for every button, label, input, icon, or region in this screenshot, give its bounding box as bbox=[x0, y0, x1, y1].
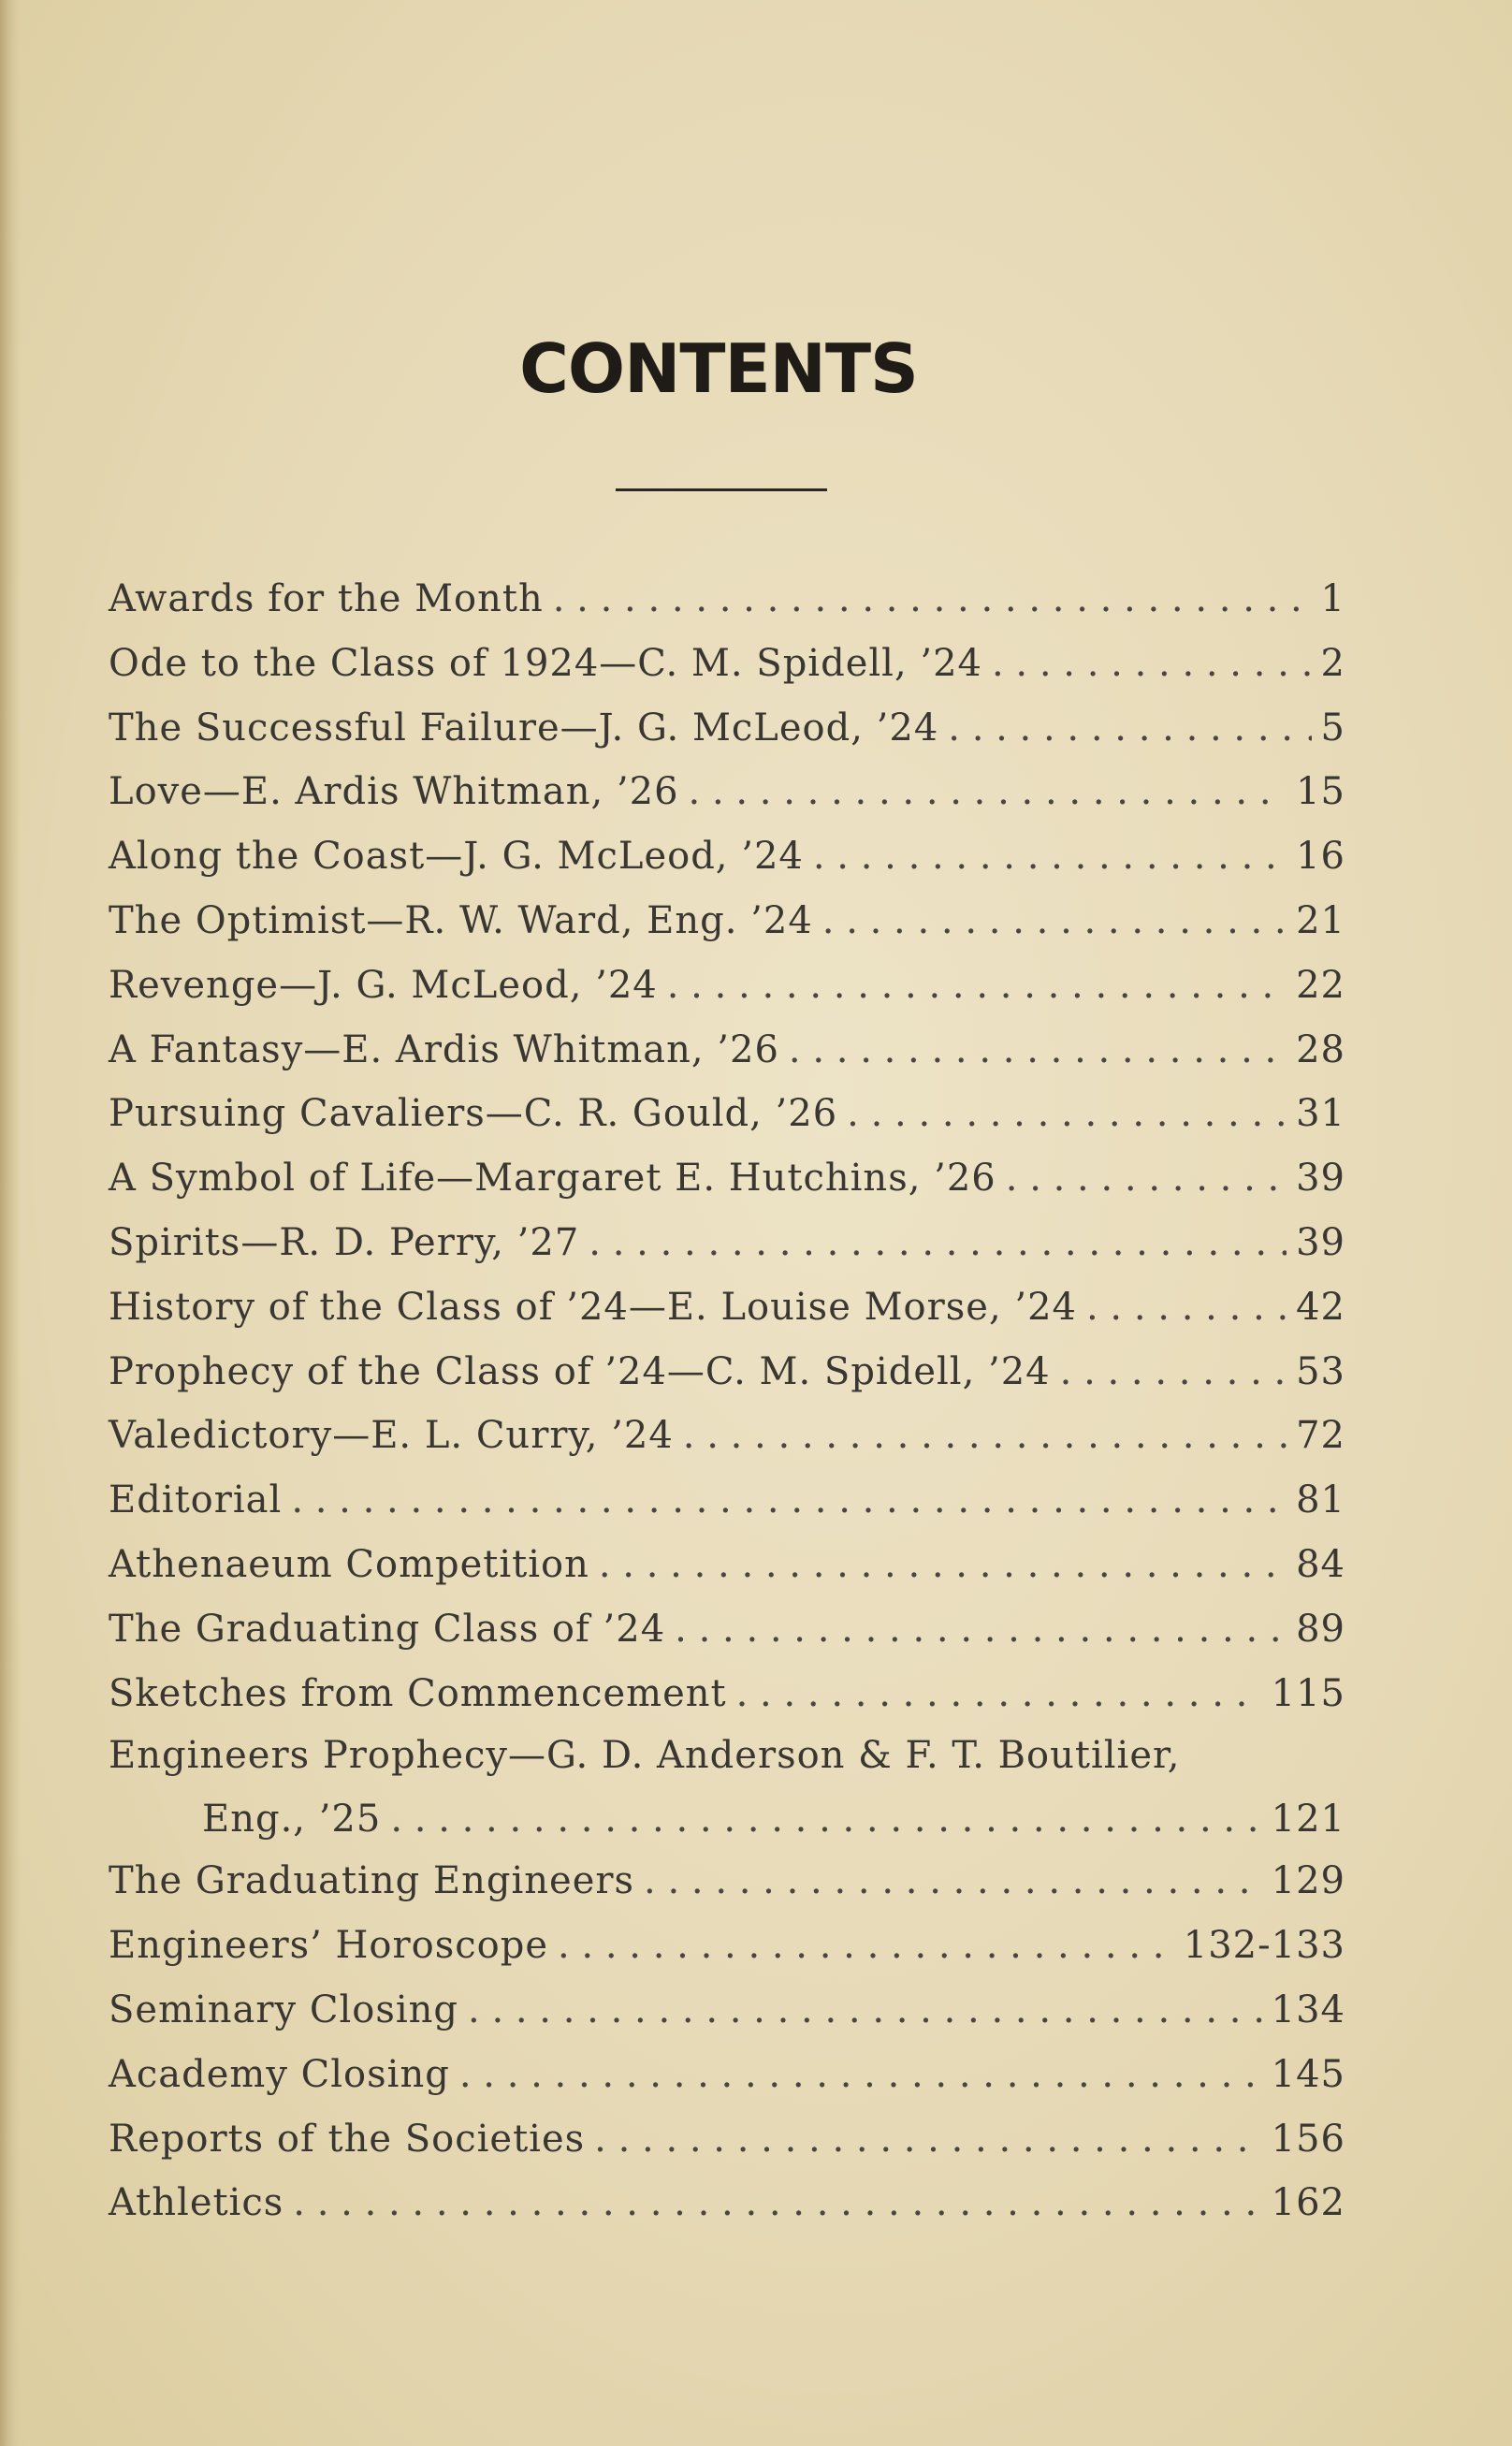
toc-entry-title: Along the Coast—J. G. McLeod, ’24 bbox=[109, 835, 804, 879]
toc-page-number: 156 bbox=[1271, 2117, 1345, 2161]
toc-page-number: 134 bbox=[1271, 1987, 1345, 2031]
toc-page-number: 22 bbox=[1296, 963, 1345, 1007]
toc-entry-title: Valedictory—E. L. Curry, ’24 bbox=[109, 1414, 674, 1458]
toc-page-number: 121 bbox=[1271, 1798, 1345, 1842]
toc-page-number: 5 bbox=[1320, 706, 1345, 750]
toc-entry bbox=[109, 1340, 1345, 1405]
toc-entry bbox=[109, 1662, 1345, 1726]
toc-entry bbox=[109, 2171, 1345, 2235]
toc-entry-title: The Successful Failure—J. G. McLeod, ’24 bbox=[109, 706, 939, 750]
toc-page-number: 89 bbox=[1296, 1607, 1345, 1651]
toc-entry-title: Engineers Prophecy—G. D. Anderson & F. T. Boutilier, bbox=[109, 1734, 1181, 1778]
toc-entry-title: Love—E. Ardis Whitman, ’26 bbox=[109, 770, 679, 814]
dot-leader bbox=[644, 1849, 1262, 1914]
toc-page-number: 129 bbox=[1271, 1859, 1345, 1903]
dot-leader bbox=[390, 1789, 1261, 1849]
title-rule bbox=[616, 488, 827, 491]
toc-entry-title: A Fantasy—E. Ardis Whitman, ’26 bbox=[109, 1027, 779, 1071]
toc-entry-title: Revenge—J. G. McLeod, ’24 bbox=[109, 963, 658, 1007]
toc-entry bbox=[109, 1468, 1345, 1533]
toc-entry bbox=[109, 954, 1345, 1018]
toc-entry bbox=[109, 632, 1345, 696]
dot-leader bbox=[675, 1597, 1287, 1662]
toc-page-number: 39 bbox=[1296, 1157, 1345, 1201]
toc-entry-title: History of the Class of ’24—E. Louise Morse, ’24 bbox=[109, 1285, 1077, 1329]
toc-entry bbox=[109, 1211, 1345, 1275]
toc-entry-title: Editorial bbox=[109, 1478, 283, 1522]
dot-leader bbox=[1060, 1340, 1287, 1405]
toc-page-number: 84 bbox=[1296, 1542, 1345, 1586]
toc-entry-continuation bbox=[109, 1785, 1345, 1849]
toc-entry-title: Engineers’ Horoscope bbox=[109, 1924, 548, 1968]
toc-entry bbox=[109, 1404, 1345, 1468]
dot-leader bbox=[948, 696, 1311, 761]
toc-page-number: 72 bbox=[1296, 1414, 1345, 1458]
toc-entry bbox=[109, 2043, 1345, 2107]
dot-leader bbox=[599, 1533, 1287, 1597]
dot-leader bbox=[589, 1211, 1287, 1275]
toc-entry-title: Sketches from Commencement bbox=[109, 1671, 727, 1715]
toc-entry bbox=[109, 824, 1345, 889]
toc-entry bbox=[109, 567, 1345, 632]
toc-page-number: 21 bbox=[1296, 898, 1345, 942]
dot-leader bbox=[847, 1082, 1287, 1146]
dot-leader bbox=[822, 889, 1287, 954]
toc-entry bbox=[109, 1533, 1345, 1597]
dot-leader bbox=[459, 2043, 1262, 2107]
toc-entry-title: Athenaeum Competition bbox=[109, 1542, 589, 1586]
dot-leader bbox=[594, 2107, 1261, 2172]
toc-page-number: 39 bbox=[1296, 1220, 1345, 1264]
toc-page-number: 42 bbox=[1296, 1285, 1345, 1329]
toc-page-number: 31 bbox=[1296, 1092, 1345, 1136]
toc-entry bbox=[109, 1978, 1345, 2043]
dot-leader bbox=[813, 824, 1287, 889]
toc-page-number: 132-133 bbox=[1183, 1924, 1345, 1968]
dot-leader bbox=[683, 1404, 1287, 1468]
toc-entry-title: Academy Closing bbox=[109, 2052, 450, 2096]
toc-entry-title: Prophecy of the Class of ’24—C. M. Spidell, ’24 bbox=[109, 1349, 1051, 1393]
table-of-contents bbox=[109, 567, 1345, 2235]
dot-leader bbox=[1086, 1275, 1287, 1340]
toc-page-number: 162 bbox=[1271, 2181, 1345, 2225]
toc-entry bbox=[109, 889, 1345, 954]
toc-entry bbox=[109, 1146, 1345, 1211]
toc-page-number: 115 bbox=[1271, 1671, 1345, 1715]
toc-entry bbox=[109, 2107, 1345, 2172]
toc-entry bbox=[109, 1725, 1345, 1785]
toc-entry bbox=[109, 760, 1345, 824]
dot-leader bbox=[789, 1018, 1287, 1083]
toc-entry-title: The Graduating Class of ’24 bbox=[109, 1607, 666, 1651]
toc-entry bbox=[109, 1082, 1345, 1146]
toc-page-number: 16 bbox=[1296, 835, 1345, 879]
toc-page-number: 81 bbox=[1296, 1478, 1345, 1522]
toc-page-number: 53 bbox=[1296, 1349, 1345, 1393]
toc-page-number: 145 bbox=[1271, 2052, 1345, 2096]
toc-page-number: 15 bbox=[1296, 770, 1345, 814]
dot-leader bbox=[553, 567, 1312, 632]
toc-entry-title: Reports of the Societies bbox=[109, 2117, 586, 2161]
toc-entry bbox=[109, 1914, 1345, 1978]
toc-entry bbox=[109, 1597, 1345, 1662]
toc-entry-title: The Graduating Engineers bbox=[109, 1859, 635, 1903]
toc-entry-title-continued: Eng., ’25 bbox=[202, 1798, 382, 1842]
toc-entry-title: Athletics bbox=[109, 2181, 284, 2225]
dot-leader bbox=[468, 1978, 1262, 2043]
toc-entry-title: The Optimist—R. W. Ward, Eng. ’24 bbox=[109, 898, 813, 942]
dot-leader bbox=[992, 632, 1312, 696]
toc-entry-title: Awards for the Month bbox=[109, 577, 544, 620]
dot-leader bbox=[558, 1914, 1174, 1978]
toc-entry bbox=[109, 1275, 1345, 1340]
dot-leader bbox=[736, 1662, 1262, 1726]
toc-entry bbox=[109, 696, 1345, 761]
dot-leader bbox=[689, 760, 1287, 824]
toc-page-number: 1 bbox=[1320, 577, 1345, 620]
toc-page-number: 28 bbox=[1296, 1027, 1345, 1071]
toc-entry-title: Spirits—R. D. Perry, ’27 bbox=[109, 1220, 580, 1264]
toc-entry-title: A Symbol of Life—Margaret E. Hutchins, ’26 bbox=[109, 1157, 996, 1201]
toc-entry bbox=[109, 1849, 1345, 1914]
page-title: CONTENTS bbox=[519, 329, 918, 408]
toc-entry-title: Pursuing Cavaliers—C. R. Gould, ’26 bbox=[109, 1092, 838, 1136]
dot-leader bbox=[291, 1468, 1287, 1533]
toc-entry bbox=[109, 1018, 1345, 1083]
toc-entry-title: Ode to the Class of 1924—C. M. Spidell, ’24 bbox=[109, 641, 982, 685]
toc-entry-title: Seminary Closing bbox=[109, 1987, 459, 2031]
dot-leader bbox=[667, 954, 1287, 1018]
dot-leader bbox=[1006, 1146, 1287, 1211]
toc-page-number: 2 bbox=[1320, 641, 1345, 685]
dot-leader bbox=[293, 2171, 1261, 2235]
